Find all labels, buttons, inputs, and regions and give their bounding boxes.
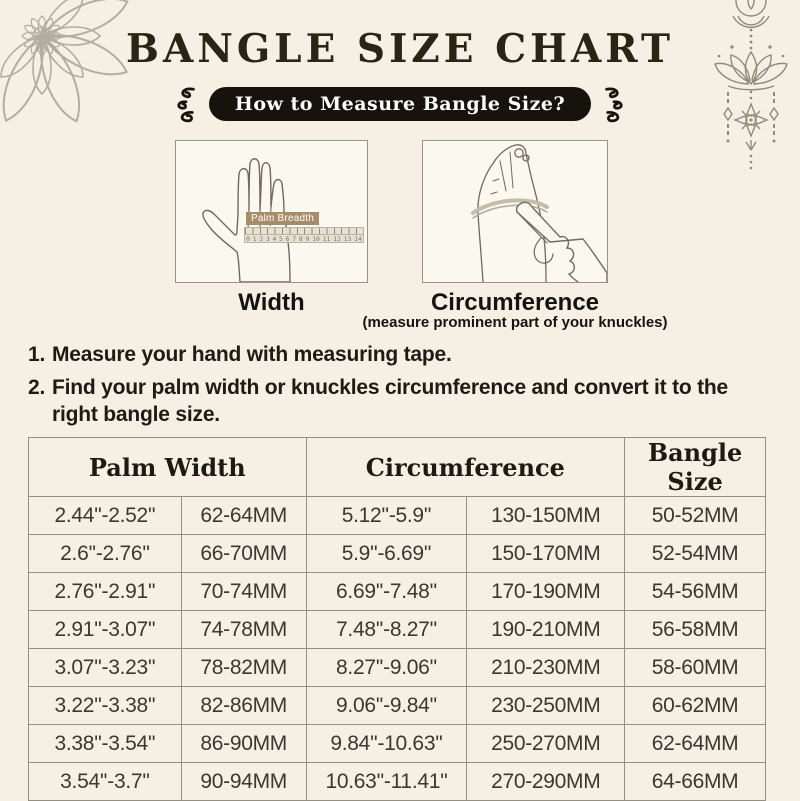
ruler-number: 6 xyxy=(285,235,290,243)
ruler-numbers xyxy=(245,235,363,243)
table-cell: 210-230MM xyxy=(467,649,625,687)
table-row xyxy=(29,725,766,763)
table-row xyxy=(29,611,766,649)
step-number: 1. xyxy=(28,343,46,366)
table-cell: 7.48''-8.27'' xyxy=(306,611,467,649)
table-cell: 66-70MM xyxy=(181,535,306,573)
table-cell: 170-190MM xyxy=(467,573,625,611)
ruler-number: 3 xyxy=(265,235,270,243)
ruler-number: 8 xyxy=(298,235,303,243)
table-body xyxy=(29,497,766,801)
table-cell: 230-250MM xyxy=(467,687,625,725)
ruler-ticks xyxy=(245,228,363,235)
ruler-number: 11 xyxy=(322,235,331,243)
table-cell: 2.44''-2.52'' xyxy=(29,497,182,535)
ruler-number: 2 xyxy=(259,235,264,243)
table-cell: 8.27''-9.06'' xyxy=(306,649,467,687)
table-cell: 3.07''-3.23'' xyxy=(29,649,182,687)
ruler-number: 5 xyxy=(279,235,283,243)
table-cell: 62-64MM xyxy=(625,725,766,763)
table-cell: 60-62MM xyxy=(625,687,766,725)
ruler-number: 10 xyxy=(312,235,320,243)
table-row xyxy=(29,535,766,573)
instructions xyxy=(28,341,740,434)
header-palm-width: Palm Width xyxy=(29,438,307,497)
table-cell: 5.9''-6.69'' xyxy=(306,535,467,573)
table-cell: 54-56MM xyxy=(625,573,766,611)
width-caption: Width xyxy=(238,289,305,316)
table-cell: 2.76''-2.91'' xyxy=(29,573,182,611)
table-cell: 190-210MM xyxy=(467,611,625,649)
table-row xyxy=(29,497,766,535)
table-cell: 56-58MM xyxy=(625,611,766,649)
ruler-number: 0 xyxy=(246,235,250,243)
table-cell: 250-270MM xyxy=(467,725,625,763)
table-cell: 2.6''-2.76'' xyxy=(29,535,182,573)
table-cell: 3.54''-3.7'' xyxy=(29,763,182,801)
table-row xyxy=(29,573,766,611)
ruler-number: 4 xyxy=(272,235,277,243)
table-row xyxy=(29,763,766,801)
ruler-number: 7 xyxy=(292,235,297,243)
table-cell: 6.69''-7.48'' xyxy=(306,573,467,611)
table-cell: 3.22''-3.38'' xyxy=(29,687,182,725)
badge-row xyxy=(0,85,800,123)
table-cell: 130-150MM xyxy=(467,497,625,535)
table-cell: 5.12''-5.9'' xyxy=(306,497,467,535)
table-cell: 78-82MM xyxy=(181,649,306,687)
table-cell: 270-290MM xyxy=(467,763,625,801)
instruction-step-1 xyxy=(28,341,740,368)
swirl-bracket-right-icon xyxy=(600,85,628,123)
header-bangle-size: Bangle Size xyxy=(625,438,766,497)
ruler-number: 9 xyxy=(305,235,310,243)
table-cell: 58-60MM xyxy=(625,649,766,687)
ruler xyxy=(244,227,364,243)
table-cell: 62-64MM xyxy=(181,497,306,535)
table-cell: 50-52MM xyxy=(625,497,766,535)
circumference-subcaption: (measure prominent part of your knuckles) xyxy=(362,314,668,331)
table-cell: 70-74MM xyxy=(181,573,306,611)
width-illustration-box xyxy=(175,140,368,283)
table-cell: 10.63''-11.41'' xyxy=(306,763,467,801)
table-cell: 86-90MM xyxy=(181,725,306,763)
table-cell: 9.84''-10.63'' xyxy=(306,725,467,763)
table-cell: 3.38''-3.54'' xyxy=(29,725,182,763)
ruler-number: 14 xyxy=(354,235,362,243)
step-text: Measure your hand with measuring tape. xyxy=(52,343,452,366)
step-number: 2. xyxy=(28,376,46,399)
table-cell: 82-86MM xyxy=(181,687,306,725)
table-cell: 64-66MM xyxy=(625,763,766,801)
table-cell: 150-170MM xyxy=(467,535,625,573)
knuckle-tape-hand-illustration xyxy=(423,141,607,282)
bangle-size-table xyxy=(28,437,766,801)
table-cell: 90-94MM xyxy=(181,763,306,801)
instruction-step-2 xyxy=(28,374,740,428)
ruler-number: 12 xyxy=(333,235,341,243)
circumference-caption: Circumference xyxy=(430,289,600,316)
page-title: BANGLE SIZE CHART xyxy=(126,26,674,72)
swirl-bracket-left-icon xyxy=(172,85,200,123)
how-to-measure-badge: How to Measure Bangle Size? xyxy=(209,87,591,121)
table-row xyxy=(29,649,766,687)
circumference-illustration-box xyxy=(422,140,608,283)
table-row xyxy=(29,687,766,725)
table-header-row xyxy=(29,438,766,497)
header-circumference: Circumference xyxy=(306,438,625,497)
ruler-number: 1 xyxy=(252,235,257,243)
palm-breadth-label: Palm Breadth xyxy=(246,212,319,225)
table-cell: 74-78MM xyxy=(181,611,306,649)
table-cell: 52-54MM xyxy=(625,535,766,573)
ruler-number: 13 xyxy=(343,235,352,243)
step-text: Find your palm width or knuckles circumference and convert it to the right bangle size. xyxy=(52,376,729,426)
table-cell: 9.06''-9.84'' xyxy=(306,687,467,725)
table-cell: 2.91''-3.07'' xyxy=(29,611,182,649)
